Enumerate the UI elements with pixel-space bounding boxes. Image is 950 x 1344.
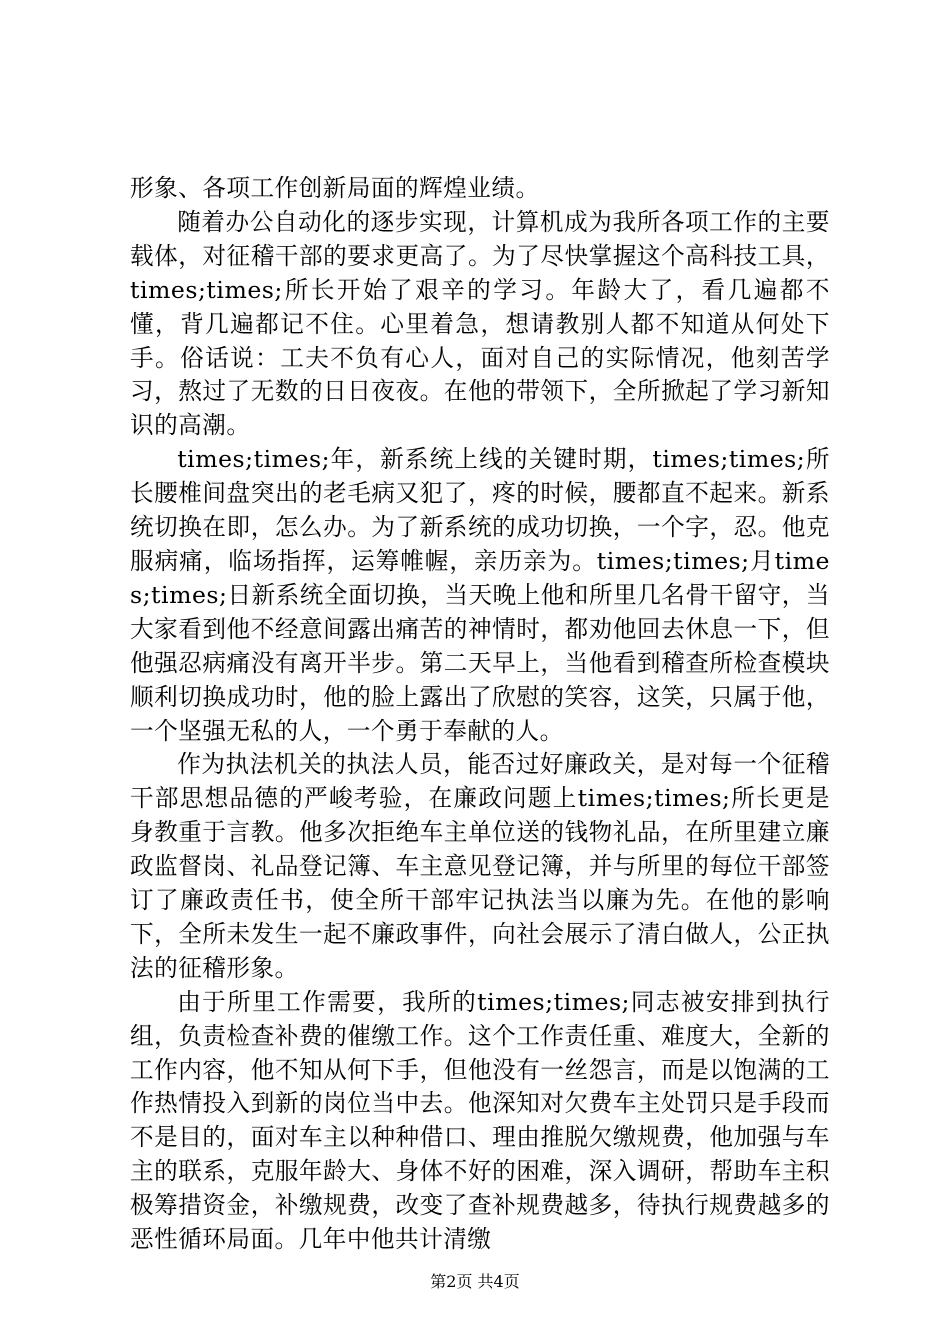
- page-number-label: 第2页 共4页: [430, 1272, 520, 1291]
- paragraph-2: 随着办公自动化的逐步实现，计算机成为我所各项工作的主要载体，对征稽干部的要求更高了。为了尽快掌握这个高科技工具，times;times;所长开始了艰辛的学习。年龄大了，看几遍都不懂，背几遍都记不住。心里着急，想请教别人都不知道从何处下手。俗话说：工夫不负有心人，面对自己的实际情况，他刻苦学习，熬过了无数的日日夜夜。在他的带领下，全所掀起了学习新知识的高潮。: [130, 207, 830, 440]
- paragraph-4: 作为执法机关的执法人员，能否过好廉政关，是对每一个征稽干部思想品德的严峻考验，在廉政问题上times;times;所长更是身教重于言教。他多次拒绝车主单位送的钱物礼品，在所里建立廉政监督岗、礼品登记簿、车主意见登记簿，并与所里的每位干部签订了廉政责任书，使全所干部牢记执法当以廉为先。在他的影响下，全所未发生一起不廉政事件，向社会展示了清白做人，公正执法的征稽形象。: [130, 750, 830, 982]
- paragraph-1: 形象、各项工作创新局面的辉煌业绩。: [130, 174, 540, 202]
- paragraph-5: 由于所里工作需要，我所的times;times;同志被安排到执行组，负责检查补费的催缴工作。这个工作责任重、难度大，全新的工作内容，他不知从何下手，但他没有一丝怨言，而是以饱满的工作热情投入到新的岗位当中去。他深知对欠费车主处罚只是手段而不是目的，面对车主以种种借口、理由推脱欠缴规费，他加强与车主的联系，克服年龄大、身体不好的困难，深入调研，帮助车主积极筹措资金，补缴规费，改变了查补规费越多，待执行规费越多的恶性循环局面。几年中他共计清缴: [130, 987, 830, 1254]
- paragraph-3: times;times;年，新系统上线的关键时期，times;times;所长腰椎间盘突出的老毛病又犯了，疼的时候，腰都直不起来。新系统切换在即，怎么办。为了新系统的成功切换，一个字，忍。他克服病痛，临场指挥，运筹帷幄，亲历亲为。times;times;月times;times;日新系统全面切换，当天晚上他和所里几名骨干留守，当大家看到他不经意间露出痛苦的神情时，都劝他回去休息一下，但他强忍病痛没有离开半步。第二天早上，当他看到稽查所检查模块顺利切换成功时，他的脸上露出了欣慰的笑容，这笑，只属于他，一个坚强无私的人，一个勇于奉献的人。: [130, 445, 830, 745]
- document-body: [130, 172, 830, 1257]
- page-footer: [0, 1272, 950, 1292]
